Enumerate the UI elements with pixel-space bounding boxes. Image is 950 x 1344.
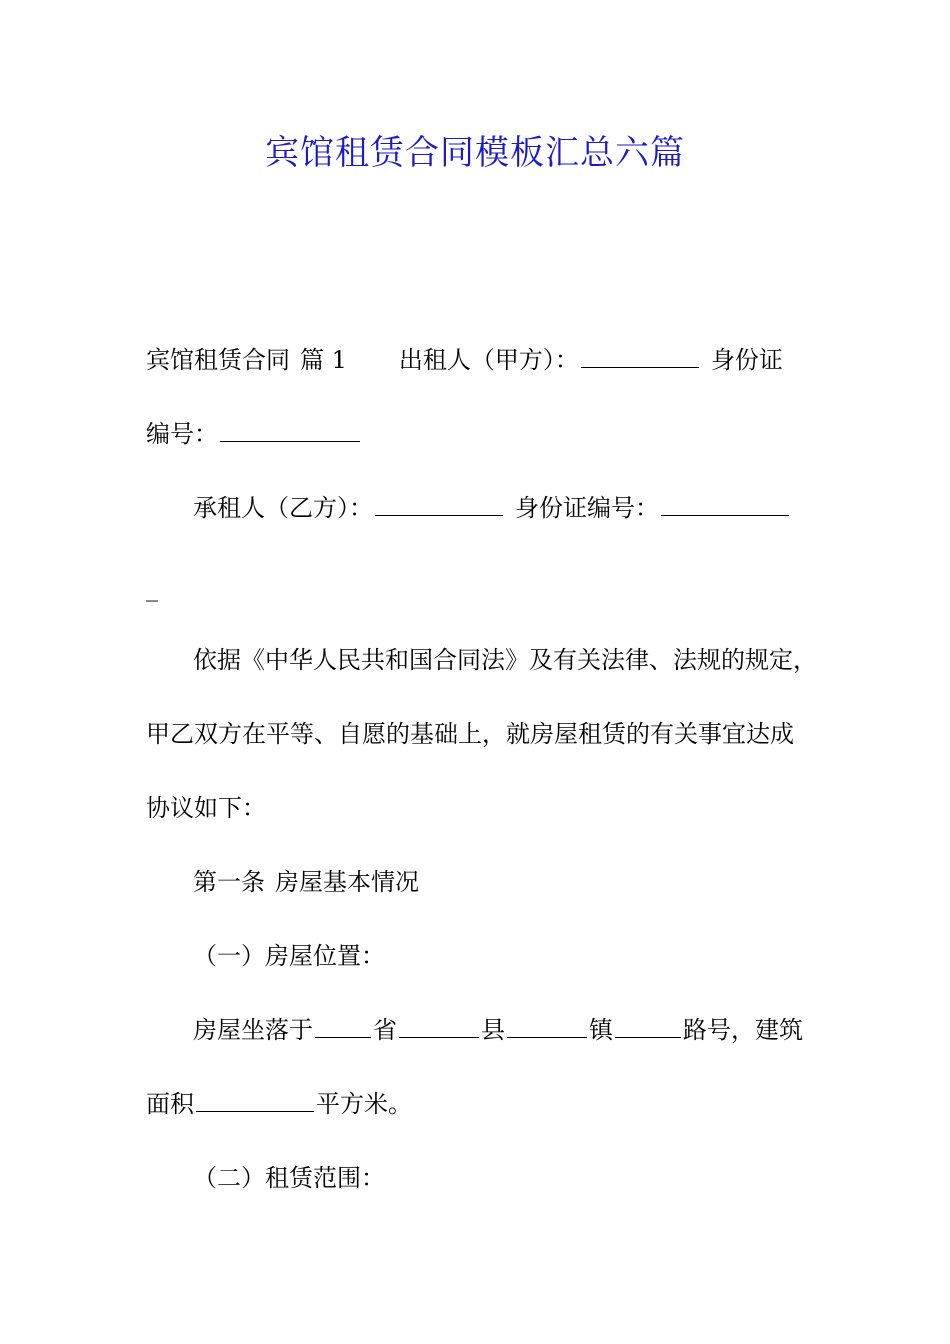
area-blank <box>196 1087 314 1112</box>
area-label: 面积 <box>146 1090 194 1118</box>
province-label: 省 <box>373 1016 397 1044</box>
basis-text-2: 甲乙双方在平等、自愿的基础上，就房屋租赁的有关事宜达成 <box>146 720 794 748</box>
province-blank <box>315 1013 371 1038</box>
lessor-name-blank <box>581 343 699 368</box>
lessee-id-blank <box>661 491 789 516</box>
article-title: 房屋基本情况 <box>275 868 419 896</box>
lessee-id-label: 身份证编号： <box>515 494 659 522</box>
county-blank <box>399 1013 479 1038</box>
document-title: 宾馆租赁合同模板汇总六篇 <box>265 133 685 173</box>
location-prefix: 房屋坐落于 <box>193 1016 313 1044</box>
road-blank <box>615 1013 681 1038</box>
paragraph-line-10 <box>193 1010 803 1050</box>
article-number: 第一条 <box>193 868 265 896</box>
paragraph-line-11 <box>146 1084 412 1124</box>
paragraph-line-2 <box>146 414 362 454</box>
paragraph-line-7 <box>146 788 266 828</box>
chapter-number: 篇 1 <box>300 346 347 374</box>
lessor-label: 出租人（甲方）： <box>398 346 579 374</box>
paragraph-line-8 <box>193 862 419 902</box>
lessee-name-blank <box>375 491 503 516</box>
road-label: 路号，建筑 <box>683 1016 803 1044</box>
lessor-id-number-label: 编号： <box>146 420 218 448</box>
area-unit: 平方米。 <box>316 1090 412 1118</box>
section-location: （一）房屋位置： <box>193 942 385 970</box>
basis-text-1: 依据《中华人民共和国合同法》及有关法律、法规的规定， <box>193 646 817 674</box>
paragraph-line-1 <box>146 340 783 380</box>
county-label: 县 <box>481 1016 505 1044</box>
basis-text-3: 协议如下： <box>146 794 266 822</box>
paragraph-line-9 <box>193 936 385 976</box>
lessor-id-label: 身份证 <box>710 346 783 374</box>
town-label: 镇 <box>589 1016 613 1044</box>
paragraph-line-6 <box>146 714 794 754</box>
paragraph-line-12 <box>193 1158 385 1198</box>
blank-continuation: _ <box>146 574 158 602</box>
contract-heading: 宾馆租赁合同 <box>146 346 290 374</box>
paragraph-line-3 <box>193 488 791 528</box>
paragraph-line-5 <box>193 640 817 680</box>
paragraph-line-4 <box>146 568 158 608</box>
section-scope: （二）租赁范围： <box>193 1164 385 1192</box>
lessee-label: 承租人（乙方）： <box>193 494 373 522</box>
lessor-id-blank <box>220 417 360 442</box>
town-blank <box>507 1013 587 1038</box>
